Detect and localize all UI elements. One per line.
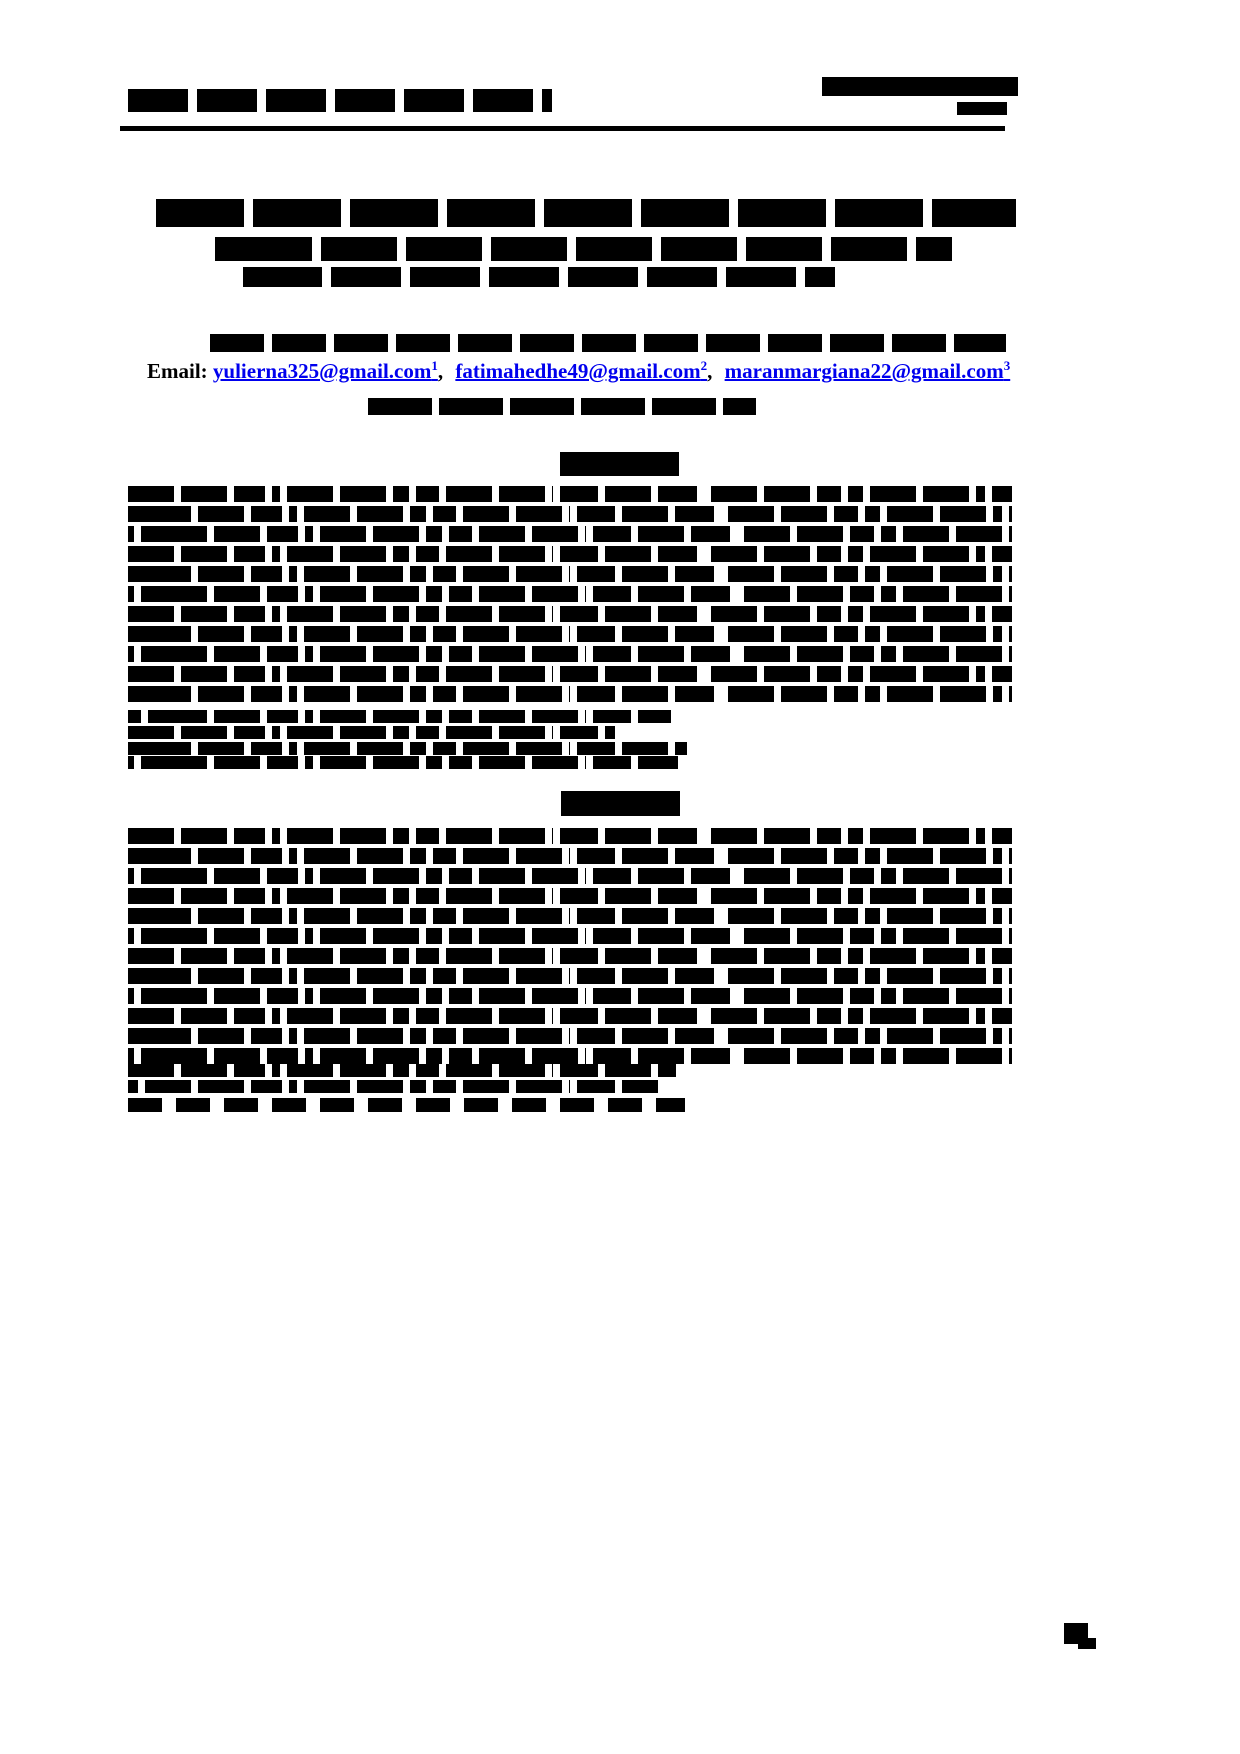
affiliation-line-redacted xyxy=(368,398,756,415)
redacted-text-line xyxy=(128,1028,1012,1044)
redacted-text-line xyxy=(128,546,1012,562)
header-rule xyxy=(120,126,1005,131)
redacted-text-line xyxy=(128,710,671,723)
email-superscript-3: 3 xyxy=(1003,358,1011,373)
redacted-text-line xyxy=(128,526,1012,542)
section-1-heading-redacted xyxy=(560,452,679,476)
redacted-text-line xyxy=(128,1008,1012,1024)
redacted-text-line xyxy=(128,566,1012,582)
redacted-text-line xyxy=(128,742,687,755)
authors-line-redacted xyxy=(210,334,1006,352)
email-label: Email: xyxy=(147,359,208,383)
redacted-text-line xyxy=(128,828,1012,844)
redacted-text-line xyxy=(128,726,615,739)
redacted-text-line xyxy=(128,646,1012,662)
issue-info-bar-2-redacted xyxy=(957,102,1007,115)
redacted-text-line xyxy=(128,626,1012,642)
article-title-line-3-redacted xyxy=(243,267,835,287)
redacted-text-line xyxy=(128,486,1012,502)
redacted-text-line xyxy=(128,506,1012,522)
article-title-line-1-redacted xyxy=(156,199,1016,227)
redacted-text-line xyxy=(128,1080,658,1093)
redacted-text-line xyxy=(128,606,1012,622)
redacted-text-line xyxy=(128,908,1012,924)
redacted-text-line xyxy=(128,1064,676,1077)
email-link-3[interactable]: maranmargiana22@gmail.com$^3$ xyxy=(724,358,1011,383)
redacted-text-line xyxy=(128,868,1012,884)
redacted-text-line xyxy=(128,848,1012,864)
redacted-text-line xyxy=(128,988,1012,1004)
section-2-heading-redacted xyxy=(561,791,680,816)
page-number-redacted xyxy=(1064,1623,1088,1644)
email-separator-1: , xyxy=(437,359,444,383)
redacted-text-line xyxy=(128,756,678,769)
redacted-text-line xyxy=(128,666,1012,682)
redacted-text-line xyxy=(128,968,1012,984)
redacted-text-line xyxy=(128,948,1012,964)
article-title-line-2-redacted xyxy=(215,237,952,261)
email-separator-2: , xyxy=(707,359,713,383)
redacted-text-line xyxy=(128,1048,1012,1064)
redacted-text-line xyxy=(128,586,1012,602)
redacted-text-line xyxy=(128,686,1012,702)
email-row xyxy=(147,358,1087,384)
keywords-line-redacted xyxy=(128,1098,685,1112)
email-superscript-2: 2 xyxy=(700,358,708,373)
email-link-1[interactable]: yulierna325@gmail.com$^1$ xyxy=(212,358,438,383)
issue-info-bar-1-redacted xyxy=(822,77,1018,96)
email-superscript-1: 1 xyxy=(431,358,438,373)
redacted-text-line xyxy=(128,888,1012,904)
redacted-text-line xyxy=(128,928,1012,944)
journal-name-redacted xyxy=(128,89,552,112)
email-link-2[interactable]: fatimahedhe49@gmail.com$^2$ xyxy=(455,358,708,383)
